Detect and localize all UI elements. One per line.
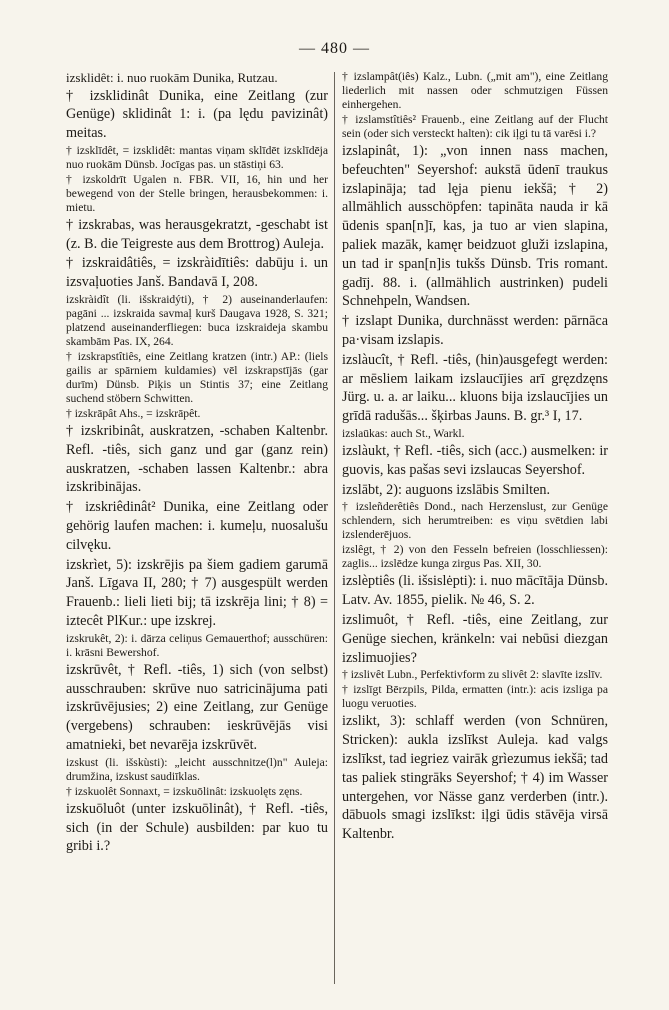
dictionary-entry: † izskriêdinât² Dunika, eine Zeitlang oder gehörig laufen machen: i. kumeļu, nuosalušu cilvęku. bbox=[66, 499, 328, 553]
dictionary-entry: izslapinât, 1): „von innen nass machen, befeuchten" Seyershof: aukstā ūdenī traukus izslapināja; tad lęja pienu iekšā; † 2) allmählich ausschöpfen: tapināta nauda ir kā ūdenis span[n]ī, kas, ja tuo ar vien slapina, paliek mazāk, kamęr beidzuot gluži izslapina, un tad ir span[n]is tukšs Dünsb. Tris romant. gadīj. 88. i. (allmählich austrinken) pudeli Schnehpeln, Wandsen. bbox=[342, 143, 608, 310]
dictionary-entry: † izslīgt Bērzpils, Pilda, ermatten (intr.): acis izsliga pa luogu veruoties. bbox=[342, 683, 608, 711]
dictionary-entry: izskrukêt, 2): i. dārza celiņus Gemauerthof; ausschüren: i. krāsni Bewershof. bbox=[66, 631, 328, 659]
dictionary-entry: † izskuolêt Sonnaxt, = izskuōlinât: izskuolęts zęns. bbox=[66, 784, 303, 798]
dictionary-entry: izslimuôt, † Refl. -tiês, eine Zeitlang, zur Genüge siechen, kränkeln: vai nebūsi diezgan izslimuojies? bbox=[342, 611, 608, 666]
dictionary-entry: izslābt, 2): auguons izslābis Smilten. bbox=[342, 481, 551, 498]
dictionary-entry: izskràidît (li. išskraidýti), † 2) auseinanderlaufen: pagāni ... izskraida savmaļ kurš Daugava 1928, S. 321; platzend auseinanderfliegen: buca izskraideja skambu skambām Pas. IX, 264. bbox=[66, 293, 328, 349]
dictionary-entry: † izskraidâtiês, = izskràidītiês: dabūju i. un izsvaļuoties Janš. Bandavā I, 208. bbox=[66, 255, 328, 291]
dictionary-entry: izskust (li. išskùsti): „leicht ausschnitze(l)n" Auleja: drumžina, izskust saudiīklas. bbox=[66, 755, 328, 783]
dictionary-entry: † izsleñderêtiês Dond., nach Herzenslust, zur Genüge schlendern, sich herumtreiben: es viņu svētdien labi izslenderējuos. bbox=[342, 500, 608, 542]
dictionary-entry: izsklidêt: i. nuo ruokām Dunika, Rutzau. bbox=[66, 70, 278, 85]
dictionary-entry: izskrūvêt, † Refl. -tiês, 1) sich (von selbst) ausschrauben: skrūve nuo satricinājuma pati izskrūvējusies; 2) eine Zeitlang, zur Genüge (vergebens) schrauben: ieskrūvējās visi amatnieki, bet nevarēja izskrūvēt. bbox=[66, 661, 328, 754]
dictionary-entry: izslêgt, † 2) von den Fesseln befreien (losschliessen): zaglis... izslēdze kunga zirgus Pas. XII, 30. bbox=[342, 543, 608, 571]
dictionary-entry: izslikt, 3): schlaff werden (von Schnüren, Stricken): aukla izslīkst Auleja. kad valgs izslīkst, tad iegriez vairāk grìezumus iekšā; tad tas paliek stingrāks Seyershof; † 4) im Wasser untergehen, vor Nässe ganz verderben (intr.). dābuols smagi izslīkst: iļgi ūdis stāvēja virsā Kaltenbr. bbox=[342, 713, 608, 843]
left-column bbox=[66, 70, 328, 994]
dictionary-entry: izslèptiês (li. išsislėpti): i. nuo mācītāja Dünsb. Latv. Av. 1855, pielik. № 46, S. 2. bbox=[342, 573, 608, 609]
dictionary-entry: † izslampât(iês) Kalz., Lubn. („mit am"), eine Zeitlang liederlich mit nassen oder schmutzigen Füssen einhergehen. bbox=[342, 70, 608, 111]
page-number: — 480 — bbox=[299, 40, 370, 57]
dictionary-entry: izslaūkas: auch St., Warkl. bbox=[342, 426, 465, 440]
dictionary-entry: † izslamstîtiês² Frauenb., eine Zeitlang auf der Flucht sein (oder sich versteckt halten): cik iļgi tu tā varēsi i.? bbox=[342, 113, 608, 140]
column-divider bbox=[334, 72, 335, 984]
dictionary-entry: † izskrapstîtiês, eine Zeitlang kratzen (intr.) AP.: (liels gailis ar spārniem kuldamies) vēl izskrapstījās (gar durīm) Dünsb. Piķis un Stintis 37; eine Zeitlang suchend stöbern Schwitten. bbox=[66, 350, 328, 406]
dictionary-entry: izslàucît, † Refl. -tiês, (hin)ausgefegt werden: ar mēsliem laikam izslaucījies arī gręzdzęns Jürg. u. a. ar laiku... kluons bija izslaucījies un grīdā radušās... šķirbas Jauns. B. gr.³ I, 17. bbox=[342, 351, 608, 425]
dictionary-entry: † izskribinât, auskratzen, -schaben Kaltenbr. Refl. -tiês, sich ganz und gar (ganz rein) auskratzen, -schaben lassen Kaltenbr.: abra izskribinājas. bbox=[66, 423, 328, 496]
dictionary-entry: izskuōluôt (unter izskuōlinât), † Refl. -tiês, sich (in der Schule) ausbilden: par kuo tu gribi i.? bbox=[66, 800, 328, 855]
right-column bbox=[342, 70, 608, 994]
dictionary-entry: † izslivêt Lubn., Perfektivform zu slivêt 2: slavīte izslīv. bbox=[342, 668, 603, 682]
dictionary-entry: izslàukt, † Refl. -tiês, sich (acc.) ausmelken: ir guovis, kas pašas sevi izslaucas Seyershof. bbox=[342, 442, 608, 478]
dictionary-entry: izskrìet, 5): izskrējis pa šiem gadiem garumā Janš. Līgava II, 280; † 7) ausgespült werden Frauenb.: lieli lieti bij; tā izskrēja lini; † 8) = iztecêt PlKur.: upe izskrej. bbox=[66, 556, 328, 630]
dictionary-entry: † izsklidinât Dunika, eine Zeitlang (zur Genüge) sklidinât 1: i. (pa lędu pavizinât) meitas. bbox=[66, 87, 328, 142]
dictionary-entry: † izslapt Dunika, durchnässt werden: pārnāca pa·visam izslapis. bbox=[342, 313, 608, 348]
dictionary-entry: † izskrabas, was herausgekratzt, -geschabt ist (z. B. die Teigreste aus dem Brottrog) Auleja. bbox=[66, 216, 328, 252]
dictionary-entry: † izsklīdêt, = izsklidêt: mantas viņam sklīdēt izsklīdēja nuo ruokām Dünsb. Jocīgas pas. un stāstiņi 63. bbox=[66, 143, 328, 171]
dictionary-entry: † izskoldrīt Ugalen n. FBR. VII, 16, hin und her bewegend von der Stelle bringen, herausbekommen: i. mietu. bbox=[66, 172, 328, 214]
dictionary-entry: † izskrāpât Ahs., = izskrāpêt. bbox=[66, 407, 201, 421]
